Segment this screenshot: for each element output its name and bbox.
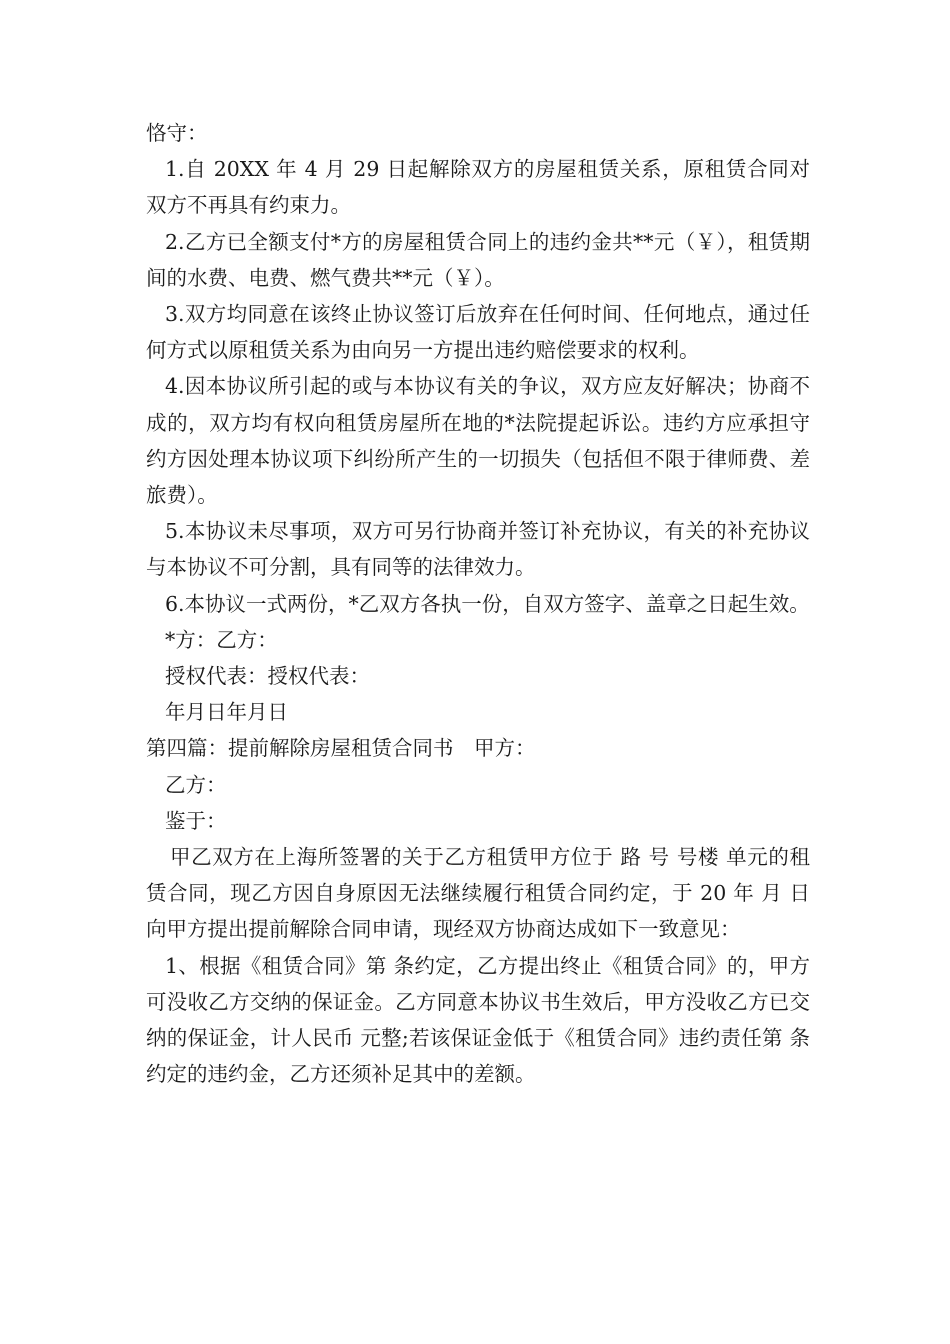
paragraph-clause-1: 1.自 20XX 年 4 月 29 日起解除双方的房屋租赁关系，原租赁合同对双方不再具有约束力。 bbox=[146, 157, 810, 218]
section-4-title: 第四篇：提前解除房屋租赁合同书 甲方： bbox=[146, 736, 536, 761]
document-body bbox=[146, 115, 810, 1092]
paragraph-clause-4: 4.因本协议所引起的或与本协议有关的争议，双方应友好解决；协商不成的，双方均有权向租赁房屋所在地的*法院提起诉讼。违约方应承担守约方因处理本协议项下纠纷所产生的一切损失（包括但不限于律师费、差旅费）。 bbox=[146, 374, 810, 508]
paragraph-intro-tail: 恪守： bbox=[146, 121, 208, 145]
signature-dates-line: 年月日年月日 bbox=[165, 700, 288, 725]
paragraph-term-1: 1、根据《租赁合同》第 条约定，乙方提出终止《租赁合同》的，甲方可没收乙方交纳的保证金。乙方同意本协议书生效后，甲方没收乙方已交纳的保证金，计人民币 元整;若该保证金低于《租赁合同》违约责任第 条约定的违约金，乙方还须补足其中的差额。 bbox=[146, 953, 810, 1087]
paragraph-recital: 甲乙双方在上海所签署的关于乙方租赁甲方位于 路 号 号楼 单元的租赁合同，现乙方因自身原因无法继续履行租赁合同约定，于 20 年 月 日向甲方提出提前解除合同申请，现经双方协商达成如下一致意见： bbox=[146, 845, 810, 942]
paragraph-clause-6: 6.本协议一式两份，*乙双方各执一份，自双方签字、盖章之日起生效。 bbox=[165, 591, 810, 616]
paragraph-clause-3: 3.双方均同意在该终止协议签订后放弃在任何时间、任何地点，通过任何方式以原租赁关系为由向另一方提出违约赔偿要求的权利。 bbox=[146, 302, 810, 363]
whereas-line: 鉴于： bbox=[165, 808, 227, 833]
party-b-line: 乙方： bbox=[165, 772, 227, 797]
signature-representatives-line: 授权代表：授权代表： bbox=[165, 664, 370, 689]
signature-parties-line: *方：乙方： bbox=[165, 627, 278, 652]
paragraph-clause-2: 2.乙方已全额支付*方的房屋租赁合同上的违约金共**元（￥），租赁期间的水费、电费、燃气费共**元（￥）。 bbox=[146, 229, 810, 290]
paragraph-clause-5: 5.本协议未尽事项，双方可另行协商并签订补充协议，有关的补充协议与本协议不可分割，具有同等的法律效力。 bbox=[146, 519, 810, 580]
